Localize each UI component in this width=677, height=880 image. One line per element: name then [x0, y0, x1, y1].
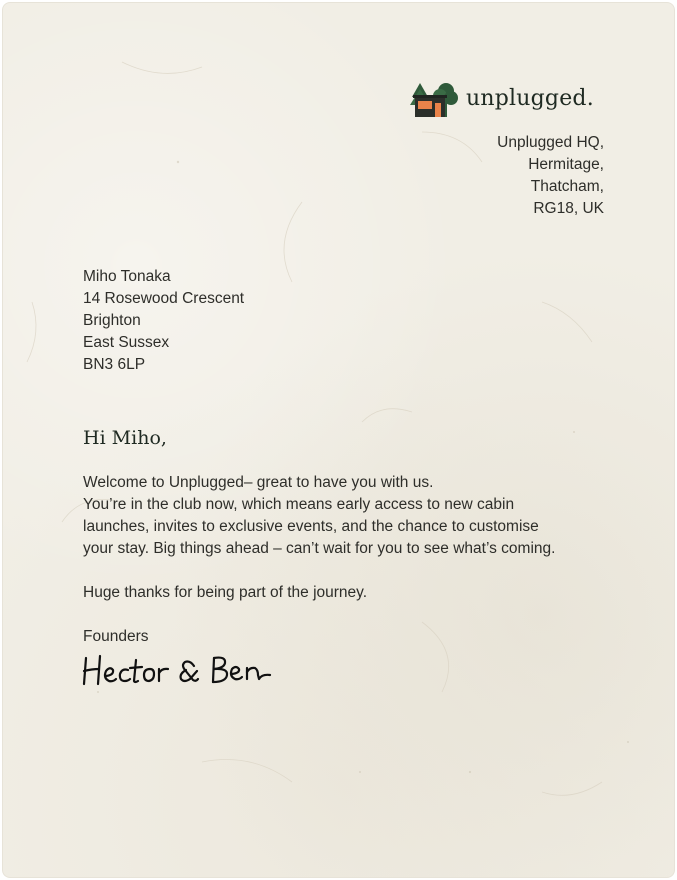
recipient-line: BN3 6LP [83, 356, 146, 373]
recipient-line: Brighton [83, 312, 141, 329]
body-line: You’re in the club now, which means early access to new cabin [83, 496, 515, 513]
recipient-line: Miho Tonaka [83, 268, 171, 285]
recipient-line: East Sussex [83, 334, 170, 351]
letter-paper [2, 2, 675, 878]
handwritten-signature [80, 644, 280, 690]
cabin-with-trees-icon [410, 81, 458, 119]
sender-line: Unplugged HQ, [497, 134, 604, 151]
recipient-line: 14 Rosewood Crescent [83, 290, 245, 307]
body-line: Huge thanks for being part of the journey. [83, 584, 368, 601]
sender-line: RG18, UK [533, 200, 604, 217]
brand-logo [410, 80, 594, 120]
paragraph-gap [83, 560, 603, 582]
letter-greeting: Hi Miho, [83, 427, 167, 449]
sender-line: Hermitage, [528, 156, 604, 173]
body-line: launches, invites to exclusive events, and the chance to customise [83, 518, 539, 535]
body-line: your stay. Big things ahead – can’t wait for you to see what’s coming. [83, 540, 556, 557]
letter-signoff: Founders [83, 628, 149, 645]
sender-line: Thatcham, [530, 178, 604, 195]
body-line: Welcome to Unplugged– great to have you with us. [83, 474, 434, 491]
brand-wordmark: unplugged. [466, 86, 594, 111]
letter-body [83, 472, 603, 604]
recipient-address [83, 266, 244, 376]
sender-address [497, 132, 604, 220]
